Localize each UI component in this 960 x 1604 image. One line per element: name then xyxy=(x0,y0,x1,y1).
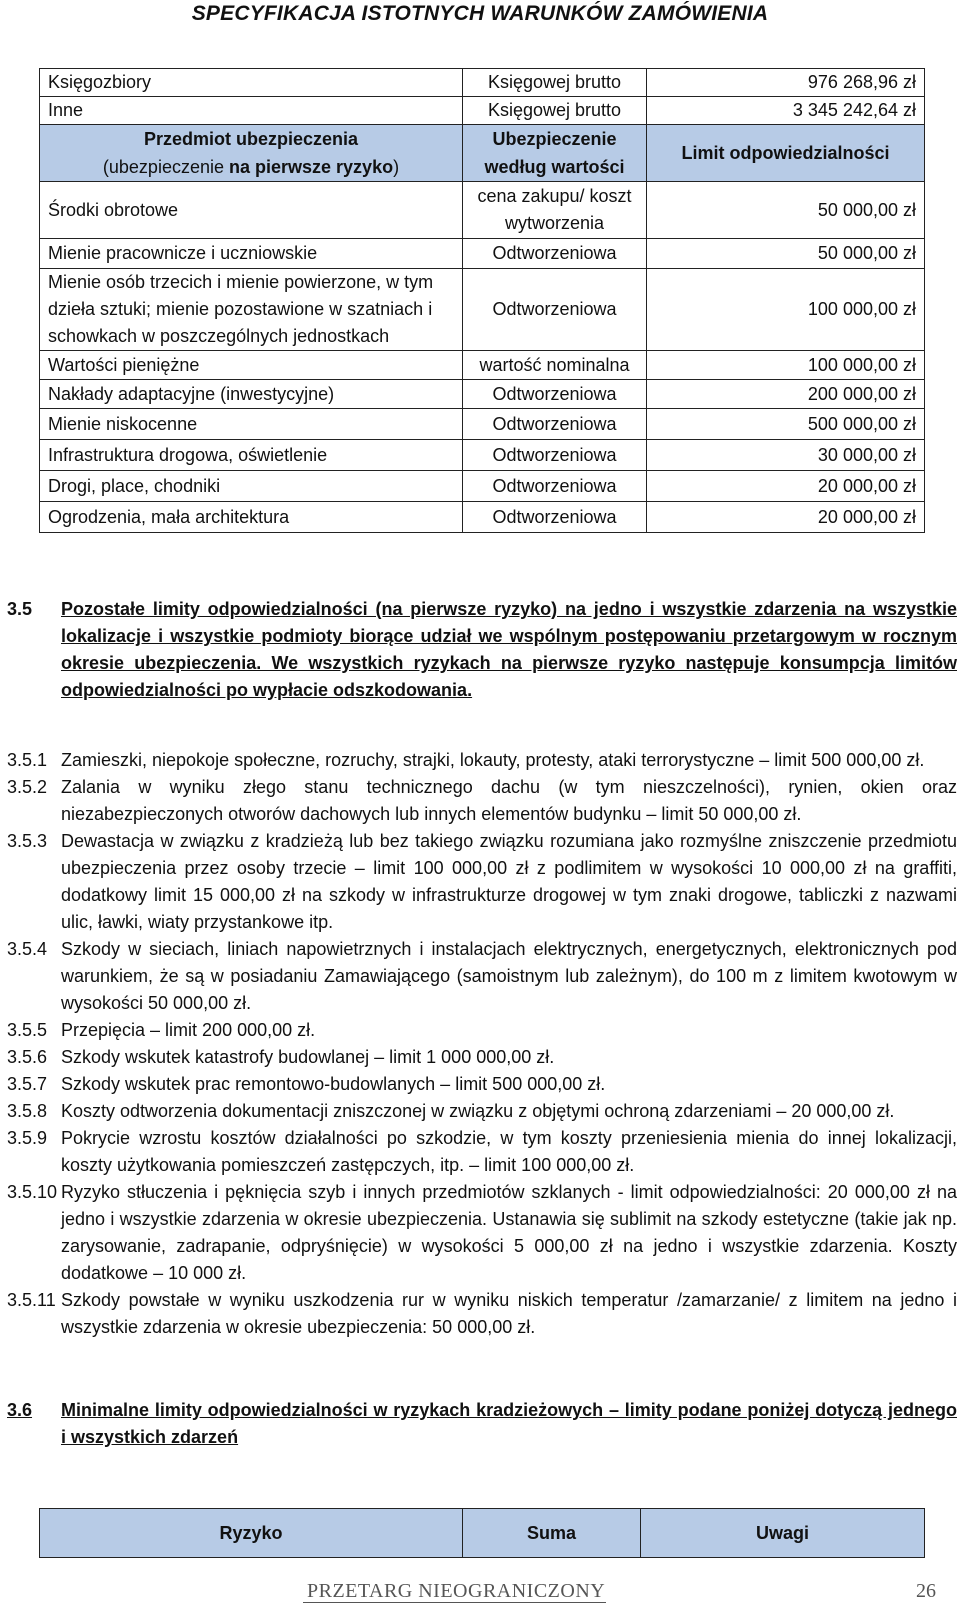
item-text: Szkody w sieciach, liniach napowietrznych i instalacjach elektrycznych, energetycznych, elektronicznych pod warunkiem, że są w posiadaniu Zamawiającego (samoistnym lub zależnym), do 100 m z limitem kwotowym w wysokości 50 000,00 zł. xyxy=(61,939,957,1013)
column-header-sum: Suma xyxy=(463,1509,641,1558)
item-number: 3.5.2 xyxy=(7,777,48,797)
table-cell: Inne xyxy=(40,97,463,125)
table-cell: 50 000,00 zł xyxy=(647,239,925,269)
list-item xyxy=(7,747,957,774)
table-cell: Księgowej brutto xyxy=(463,69,647,97)
list-item xyxy=(7,1098,957,1125)
table-row xyxy=(40,239,925,269)
table-cell: Drogi, place, chodniki xyxy=(40,471,463,502)
table-cell: Odtworzeniowa xyxy=(463,440,647,471)
item-number: 3.5.6 xyxy=(7,1047,48,1067)
item-number: 3.5.11 xyxy=(7,1290,56,1310)
item-text: Szkody wskutek katastrofy budowlanej – limit 1 000 000,00 zł. xyxy=(61,1047,555,1067)
list-item xyxy=(7,1287,957,1341)
table-cell: Mienie pracownicze i uczniowskie xyxy=(40,239,463,269)
table-cell: Odtworzeniowa xyxy=(463,380,647,409)
header-line: Przedmiot ubezpieczenia xyxy=(143,129,359,149)
page-number: 26 xyxy=(916,1580,936,1602)
table-cell: Infrastruktura drogowa, oświetlenie xyxy=(40,440,463,471)
table-cell: wartość nominalna xyxy=(463,351,647,380)
column-header-subject xyxy=(40,125,463,182)
table-row xyxy=(40,471,925,502)
item-number: 3.5.3 xyxy=(7,831,48,851)
table-cell: Wartości pieniężne xyxy=(40,351,463,380)
header-line: (ubezpieczenie na pierwsze ryzyko) xyxy=(102,157,400,177)
page-header-title: SPECYFIKACJA ISTOTNYCH WARUNKÓW ZAMÓWIENIA xyxy=(191,2,769,25)
page-footer xyxy=(0,1580,960,1604)
section-3-6 xyxy=(7,1397,957,1451)
table-row xyxy=(40,97,925,125)
list-item xyxy=(7,828,957,936)
column-header-limit: Limit odpowiedzialności xyxy=(647,125,925,182)
table-row xyxy=(40,351,925,380)
table-header-row xyxy=(40,125,925,182)
item-text: Pokrycie wzrostu kosztów działalności po szkodzie, w tym koszty przeniesienia mienia do innej lokalizacji, koszty użytkowania pomieszczeń zastępczych, itp. – limit 100 000,00 zł. xyxy=(61,1128,957,1175)
item-number: 3.5.7 xyxy=(7,1074,48,1094)
table-row xyxy=(40,69,925,97)
list-item xyxy=(7,774,957,828)
table-row xyxy=(40,502,925,533)
item-number: 3.5.4 xyxy=(7,939,48,959)
table-header-row xyxy=(40,1509,925,1558)
table-cell: cena zakupu/ koszt wytworzenia xyxy=(463,182,647,239)
item-number: 3.5.10 xyxy=(7,1182,58,1202)
section-3-5 xyxy=(7,596,957,704)
item-number: 3.5.9 xyxy=(7,1128,48,1148)
table-row xyxy=(40,380,925,409)
table-cell: 976 268,96 zł xyxy=(647,69,925,97)
table-cell: Środki obrotowe xyxy=(40,182,463,239)
list-item xyxy=(7,1179,957,1287)
list-item xyxy=(7,1071,957,1098)
column-header-risk: Ryzyko xyxy=(40,1509,463,1558)
table-cell: Odtworzeniowa xyxy=(463,239,647,269)
section-number: 3.5 xyxy=(7,599,33,619)
item-text: Przepięcia – limit 200 000,00 zł. xyxy=(61,1020,316,1040)
table-cell: 30 000,00 zł xyxy=(647,440,925,471)
item-number: 3.5.1 xyxy=(7,750,48,770)
item-text: Koszty odtworzenia dokumentacji zniszczonej w związku z objętymi ochroną zdarzeniami – 20 000,00 zł. xyxy=(61,1101,895,1121)
table-cell: Odtworzeniowa xyxy=(463,471,647,502)
table-row xyxy=(40,182,925,239)
table-cell: Odtworzeniowa xyxy=(463,409,647,440)
list-item xyxy=(7,1017,957,1044)
section-text: Minimalne limity odpowiedzialności w ryzykach kradzieżowych – limity podane poniżej dotyczą jednego i wszystkich zdarzeń xyxy=(61,1400,957,1447)
item-number: 3.5.8 xyxy=(7,1101,48,1121)
footer-underline xyxy=(303,1602,606,1603)
list-item xyxy=(7,936,957,1017)
section-text: Pozostałe limity odpowiedzialności (na pierwsze ryzyko) na jedno i wszystkie zdarzenia na wszystkie lokalizacje i wszystkie podmioty biorące udział we wspólnym postępowaniu przetargowym w rocznym okresie ubezpieczenia. We wszystkich ryzykach na pierwsze ryzyko następuje konsumpcja limitów odpowiedzialności po wypłacie odszkodowania. xyxy=(61,599,957,700)
footer-title: PRZETARG NIEOGRANICZONY xyxy=(307,1580,606,1602)
item-text: Zamieszki, niepokoje społeczne, rozruchy, strajki, lokauty, protesty, ataki terrorystyczne – limit 500 000,00 zł. xyxy=(61,750,925,770)
table-cell: 50 000,00 zł xyxy=(647,182,925,239)
section-number: 3.6 xyxy=(7,1400,33,1420)
item-text: Ryzyko stłuczenia i pęknięcia szyb i innych przedmiotów szklanych - limit odpowiedzialności: 20 000,00 zł na jedno i wszystkie zdarzenia w okresie ubezpieczenia. Ustanawia się sublimit na szkody estetyczne (takie jak np. zarysowanie, zadrapanie, odpryśnięcie) w wysokości 5 000,00 zł na jedno i wszystkie zdarzenia. Koszty dodatkowe – 10 000 zł. xyxy=(61,1182,957,1283)
table-cell: 200 000,00 zł xyxy=(647,380,925,409)
table-cell: Księgozbiory xyxy=(40,69,463,97)
table-cell: 20 000,00 zł xyxy=(647,502,925,533)
item-text: Szkody powstałe w wyniku uszkodzenia rur w wyniku niskich temperatur /zamarzanie/ z limitem na jedno i wszystkie zdarzenia w okresie ubezpieczenia: 50 000,00 zł. xyxy=(61,1290,957,1337)
table-cell: 100 000,00 zł xyxy=(647,269,925,351)
table-cell: Nakłady adaptacyjne (inwestycyjne) xyxy=(40,380,463,409)
table-cell: Mienie osób trzecich i mienie powierzone, w tym dzieła sztuki; mienie pozostawione w szatniach i schowkach w poszczególnych jednostkach xyxy=(40,269,463,351)
table-cell: 20 000,00 zł xyxy=(647,471,925,502)
table-cell: Ogrodzenia, mała architektura xyxy=(40,502,463,533)
table-row xyxy=(40,269,925,351)
property-limits-table xyxy=(39,68,925,533)
limits-list xyxy=(7,747,957,1341)
theft-limits-table xyxy=(39,1508,925,1558)
item-number: 3.5.5 xyxy=(7,1020,48,1040)
list-item xyxy=(7,1125,957,1179)
column-header-notes: Uwagi xyxy=(641,1509,925,1558)
item-text: Zalania w wyniku złego stanu technicznego dachu (w tym nieszczelności), rynien, okien oraz niezabezpieczonych otworów dachowych lub innych elementów budynku – limit 50 000,00 zł. xyxy=(61,777,957,824)
column-header-value-basis: Ubezpieczenie według wartości xyxy=(463,125,647,182)
table-cell: Odtworzeniowa xyxy=(463,502,647,533)
table-cell: 500 000,00 zł xyxy=(647,409,925,440)
list-item xyxy=(7,1044,957,1071)
table-cell: 100 000,00 zł xyxy=(647,351,925,380)
table-cell: 3 345 242,64 zł xyxy=(647,97,925,125)
table-row xyxy=(40,440,925,471)
table-row xyxy=(40,409,925,440)
item-text: Szkody wskutek prac remontowo-budowlanych – limit 500 000,00 zł. xyxy=(61,1074,606,1094)
table-cell: Odtworzeniowa xyxy=(463,269,647,351)
table-cell: Księgowej brutto xyxy=(463,97,647,125)
table-cell: Mienie niskocenne xyxy=(40,409,463,440)
item-text: Dewastacja w związku z kradzieżą lub bez takiego związku rozumiana jako rozmyślne zniszczenie przedmiotu ubezpieczenia przez osoby trzecie – limit 100 000,00 zł z podlimitem w wysokości 10 000,00 zł na graffiti, dodatkowy limit 15 000,00 zł na szkody w infrastrukturze drogowej w tym znaki drogowe, tabliczki z nazwami ulic, ławki, wiaty przystankowe itp. xyxy=(61,831,957,932)
